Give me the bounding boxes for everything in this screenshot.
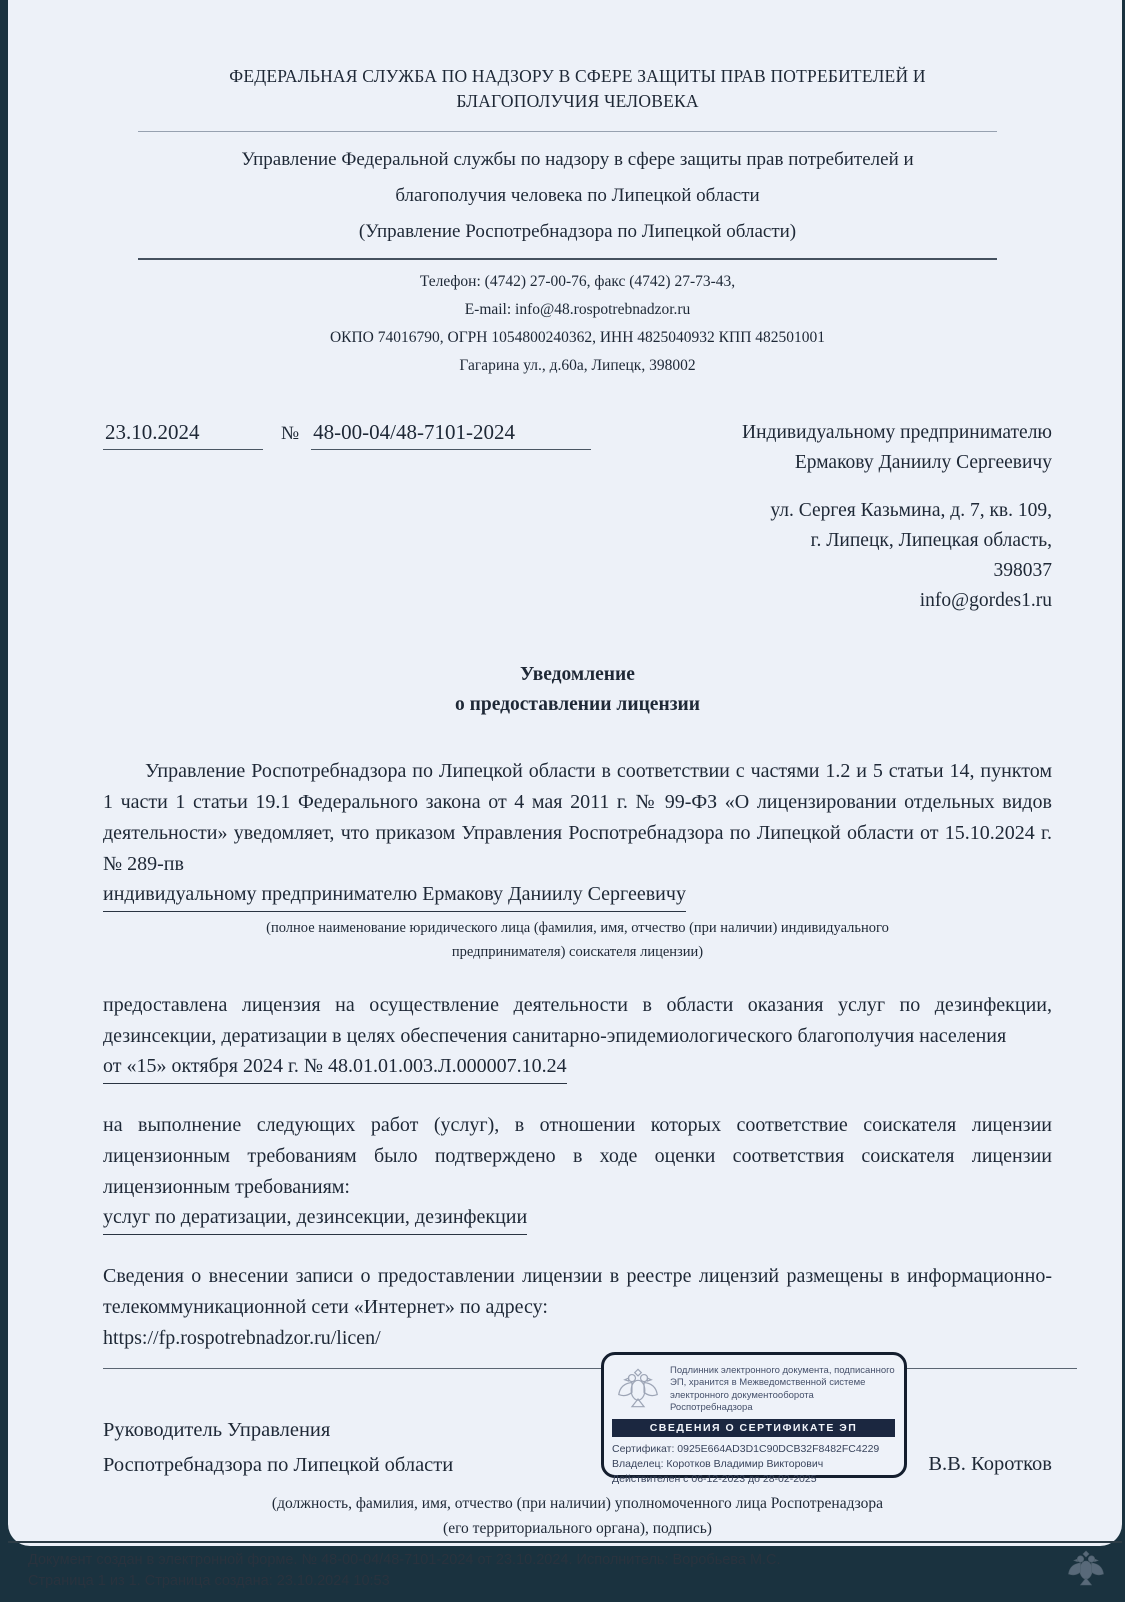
addressee-name: Ермакову Даниилу Сергеевичу — [794, 451, 1052, 473]
department-line: (Управление Роспотребнадзора по Липецкой области) — [358, 220, 797, 242]
addressee-block — [742, 418, 1052, 616]
number-sign: № — [281, 422, 300, 444]
body-paragraph-4: Сведения о внесении записи о предоставлении лицензии в реестре лицензий размещены в информационно-телекоммуникационной сети «Интернет» по адресу: — [103, 1264, 1052, 1318]
rospotrebnadzor-emblem-icon — [612, 1362, 664, 1415]
signatory-position-line: Руководитель Управления — [103, 1418, 331, 1441]
signature-caption-line: (должность, фамилия, имя, отчество (при наличии) уполномоченного лица Роспотренадзора — [271, 1494, 884, 1512]
services-underlined: услуг по дератизации, дезинсекции, дезинфекции — [103, 1203, 527, 1235]
document-footer — [8, 1541, 1122, 1602]
signature-row — [103, 1413, 1052, 1483]
document-date: 23.10.2024 — [103, 420, 263, 450]
addressee-type: Индивидуальному предпринимателю — [742, 421, 1052, 443]
body-paragraph-1: Управление Роспотребнадзора по Липецкой области в соответствии с частями 1.2 и 5 статьи 14, пунктом 1 части 1 статьи 19.1 Федерального закона от 4 мая 2011 г. № 99-ФЗ «О лицензировании отдельных видов деятельности» уведомляет, что приказом Управления Роспотребнадзора по Липецкой области от 15.10.2024 г. № 289-пв — [103, 759, 1052, 875]
document-page — [8, 0, 1122, 1589]
department-line: благополучия человека по Липецкой области — [395, 184, 760, 206]
electronic-signature-stamp — [601, 1352, 907, 1485]
addressee-spacer — [742, 478, 1052, 496]
department-name — [103, 142, 1052, 250]
department-line: Управление Федеральной службы по надзору в сфере защиты прав потребителей и — [241, 148, 914, 170]
contact-block — [103, 268, 1052, 380]
addressee-city: г. Липецк, Липецкая область, — [810, 529, 1052, 551]
stamp-top — [612, 1362, 895, 1415]
reference-fields — [103, 418, 591, 450]
header-divider-top — [138, 131, 997, 132]
registry-url: https://fp.rospotrebnadzor.ru/licen/ — [103, 1326, 381, 1349]
licensee-caption-line: (полное наименование юридического лица (фамилия, имя, отчество (при наличии) индивидуального — [266, 919, 889, 936]
stamp-certificate: Сертификат: 0925E664AD3D1C90DCB32F8482FC4229 — [612, 1442, 880, 1455]
body-paragraph-3: на выполнение следующих работ (услуг), в отношении которых соответствие соискателя лицензии лицензионным требованиям было подтверждено в ходе оценки соответствия соискателя лицензии лицензионным требованиям: — [103, 1113, 1052, 1198]
signatory-position — [103, 1413, 453, 1483]
contact-phone: Телефон: (4742) 27-00-76, факс (4742) 27-73-43, — [419, 272, 736, 290]
agency-name: ФЕДЕРАЛЬНАЯ СЛУЖБА ПО НАДЗОРУ В СФЕРЕ ЗАЩИТЫ ПРАВ ПОТРЕБИТЕЛЕЙ И БЛАГОПОЛУЧИЯ ЧЕЛОВЕКА — [229, 66, 926, 112]
contact-codes: ОКПО 74016790, ОГРН 1054800240362, ИНН 4825040932 КПП 482501001 — [329, 328, 826, 346]
signature-caption-line: (его территориального органа), подпись) — [443, 1519, 712, 1537]
document-title-line: о предоставлении лицензии — [455, 693, 700, 715]
signatory-name: В.В. Коротков — [928, 1452, 1052, 1475]
document-title-line: Уведомление — [520, 663, 635, 685]
signature-zone — [103, 1364, 1052, 1541]
stamp-details — [612, 1442, 895, 1487]
stamp-validity: Действителен с 06-12-2023 до 28-02-2025 — [612, 1472, 817, 1485]
signatory-position-line: Роспотребнадзора по Липецкой области — [103, 1453, 454, 1476]
addressee-street: ул. Сергея Казьмина, д. 7, кв. 109, — [770, 499, 1052, 521]
contact-address: Гагарина ул., д.60а, Липецк, 398002 — [459, 356, 696, 374]
stamp-owner: Владелец: Коротков Владимир Викторович — [612, 1457, 824, 1470]
signature-divider — [103, 1368, 1077, 1369]
body-paragraph-2: предоставлена лицензия на осуществление деятельности в области оказания услуг по дезинфекции, дезинсекции, дератизации в целях обеспечения санитарно-эпидемиологического благополучия населения — [103, 993, 1052, 1047]
contact-email: E-mail: info@48.rospotrebnadzor.ru — [464, 300, 691, 318]
document-content — [103, 0, 1052, 1541]
stamp-certificate-bar: СВЕДЕНИЯ О СЕРТИФИКАТЕ ЭП — [612, 1419, 895, 1437]
footer-line-2: Страница 1 из 1. Страница создана: 23.10.2024 10:53 — [28, 1572, 390, 1589]
footer-line-1: Документ создан в электронной форме. № 48-00-04/48-7101-2024 от 23.10.2024. Исполнитель: Воробьева М.С. — [28, 1551, 781, 1568]
licensee-caption — [103, 916, 1052, 964]
addressee-postcode: 398037 — [993, 559, 1052, 581]
stamp-header-text: Подлинник электронного документа, подписанного ЭП, хранится в Межведомственной системе электронного документооборота Роспотребнадзора — [670, 1364, 895, 1414]
addressee-email: info@gordes1.ru — [919, 589, 1052, 611]
footer-emblem-icon — [1066, 1548, 1106, 1595]
header-divider-bottom — [138, 258, 997, 260]
licensee-underlined: индивидуальному предпринимателю Ермакову Даниилу Сергеевичу — [103, 880, 686, 912]
signature-caption — [103, 1491, 1052, 1541]
document-title — [103, 660, 1052, 720]
licensee-caption-line: предпринимателя) соискателя лицензии) — [451, 943, 704, 960]
license-number-underlined: от «15» октября 2024 г. № 48.01.01.003.Л.000007.10.24 — [103, 1052, 567, 1084]
reference-row — [103, 418, 1052, 616]
document-number: 48-00-04/48-7101-2024 — [311, 420, 591, 450]
